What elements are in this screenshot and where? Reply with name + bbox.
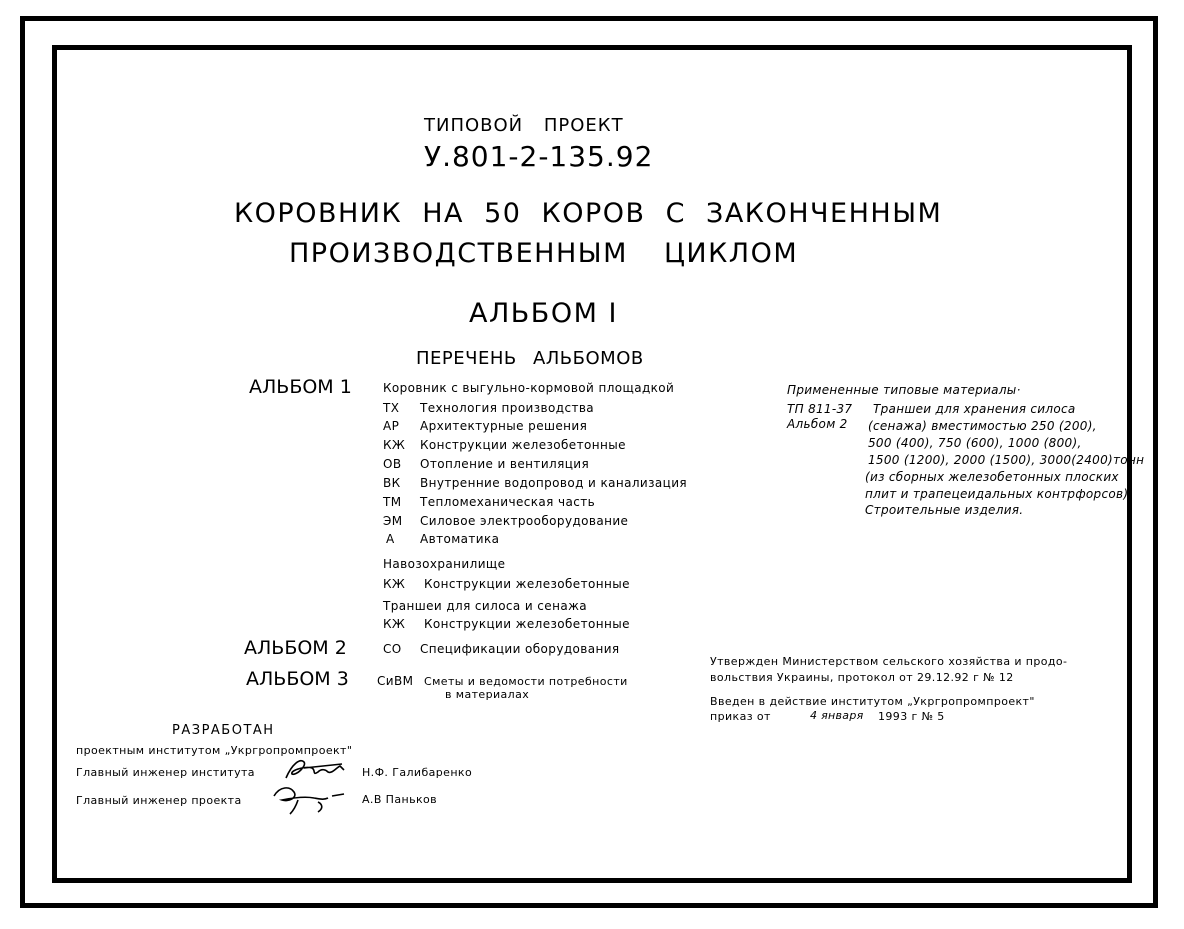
- trenches-text: Конструкции железобетонные: [424, 617, 630, 631]
- album-title: АЛЬБОМ I: [469, 298, 618, 329]
- albums-list-heading: ПЕРЕЧЕНЬ АЛЬБОМОВ: [416, 348, 644, 369]
- list-item-text: Архитектурные решения: [420, 419, 588, 433]
- developer-institute: проектным институтом „Укргропромпроект": [76, 744, 353, 757]
- list-item-code: А: [386, 532, 395, 546]
- project-title-line1: КОРОВНИК НА 50 КОРОВ С ЗАКОНЧЕННЫМ: [234, 198, 943, 229]
- chief-engineer-institute-name: Н.Ф. Галибаренко: [362, 766, 473, 779]
- materials-line: (из сборных железобетонных плоских: [865, 470, 1119, 484]
- materials-line: 500 (400), 750 (600), 1000 (800),: [868, 436, 1082, 450]
- materials-line: Строительные изделия.: [865, 503, 1024, 517]
- approval-order-date: 4 января: [810, 709, 864, 722]
- chief-engineer-institute-role: Главный инженер института: [76, 766, 255, 779]
- album1-title: Коровник с выгульно-кормовой площадкой: [383, 381, 675, 395]
- approval-order-year: 1993 г № 5: [878, 710, 945, 723]
- materials-line: 1500 (1200), 2000 (1500), 3000(2400)тонн: [868, 453, 1145, 467]
- project-type-label: ТИПОВОЙ ПРОЕКТ: [424, 115, 624, 136]
- chief-engineer-project-role: Главный инженер проекта: [76, 794, 242, 807]
- list-item-text: Тепломеханическая часть: [420, 495, 596, 509]
- materials-ref-tp: ТП 811-37: [787, 402, 853, 416]
- trenches-code: КЖ: [383, 617, 406, 631]
- approval-order-prefix: приказ от: [710, 710, 771, 723]
- materials-line: Траншеи для хранения силоса: [873, 402, 1076, 416]
- list-item-code: КЖ: [383, 438, 406, 452]
- project-title-line2: ПРОИЗВОДСТВЕННЫМ ЦИКЛОМ: [289, 238, 799, 269]
- list-item-text: Конструкции железобетонные: [420, 438, 626, 452]
- album3-text-line1: Сметы и ведомости потребности: [424, 675, 628, 688]
- list-item-text: Силовое электрооборудование: [420, 514, 629, 528]
- list-item-code: ЭМ: [383, 514, 403, 528]
- list-item-code: АР: [383, 419, 400, 433]
- list-item-code: ТМ: [383, 495, 402, 509]
- album1-label: АЛЬБОМ 1: [249, 376, 352, 398]
- list-item-code: ВК: [383, 476, 401, 490]
- album3-label: АЛЬБОМ 3: [246, 668, 349, 690]
- approval-line3: Введен в действие институтом „Укргропромпроект": [710, 695, 1035, 708]
- album2-label: АЛЬБОМ 2: [244, 637, 347, 659]
- album2-text: Спецификации оборудования: [420, 642, 620, 656]
- materials-ref-album: Альбом 2: [787, 417, 848, 431]
- list-item-text: Отопление и вентиляция: [420, 457, 590, 471]
- chief-engineer-project-name: А.В Паньков: [362, 793, 438, 806]
- list-item-text: Внутренние водопровод и канализация: [420, 476, 688, 490]
- album2-code: СО: [383, 642, 402, 656]
- list-item-text: Технология производства: [420, 401, 595, 415]
- materials-line: плит и трапецеидальных контрфорсов).: [865, 487, 1133, 501]
- manure-storage-title: Навозохранилище: [383, 557, 506, 571]
- materials-heading: Примененные типовые материалы·: [787, 383, 1021, 397]
- materials-line: (сенажа) вместимостью 250 (200),: [868, 419, 1097, 433]
- list-item-code: ОВ: [383, 457, 402, 471]
- approval-line2: вольствия Украины, протокол от 29.12.92 г № 12: [710, 671, 1014, 684]
- list-item-text: Автоматика: [420, 532, 500, 546]
- manure-storage-text: Конструкции железобетонные: [424, 577, 630, 591]
- developer-heading: РАЗРАБОТАН: [172, 723, 275, 738]
- project-code: У.801-2-135.92: [424, 140, 654, 173]
- trenches-title: Траншеи для силоса и сенажа: [383, 599, 588, 613]
- approval-line1: Утвержден Министерством сельского хозяйства и продо-: [710, 655, 1068, 668]
- list-item-code: ТХ: [383, 401, 400, 415]
- signature-institute: [282, 756, 354, 782]
- manure-storage-code: КЖ: [383, 577, 406, 591]
- signature-project: [268, 782, 350, 818]
- album3-code: СиВМ: [377, 674, 414, 688]
- album3-text-line2: в материалах: [445, 688, 530, 701]
